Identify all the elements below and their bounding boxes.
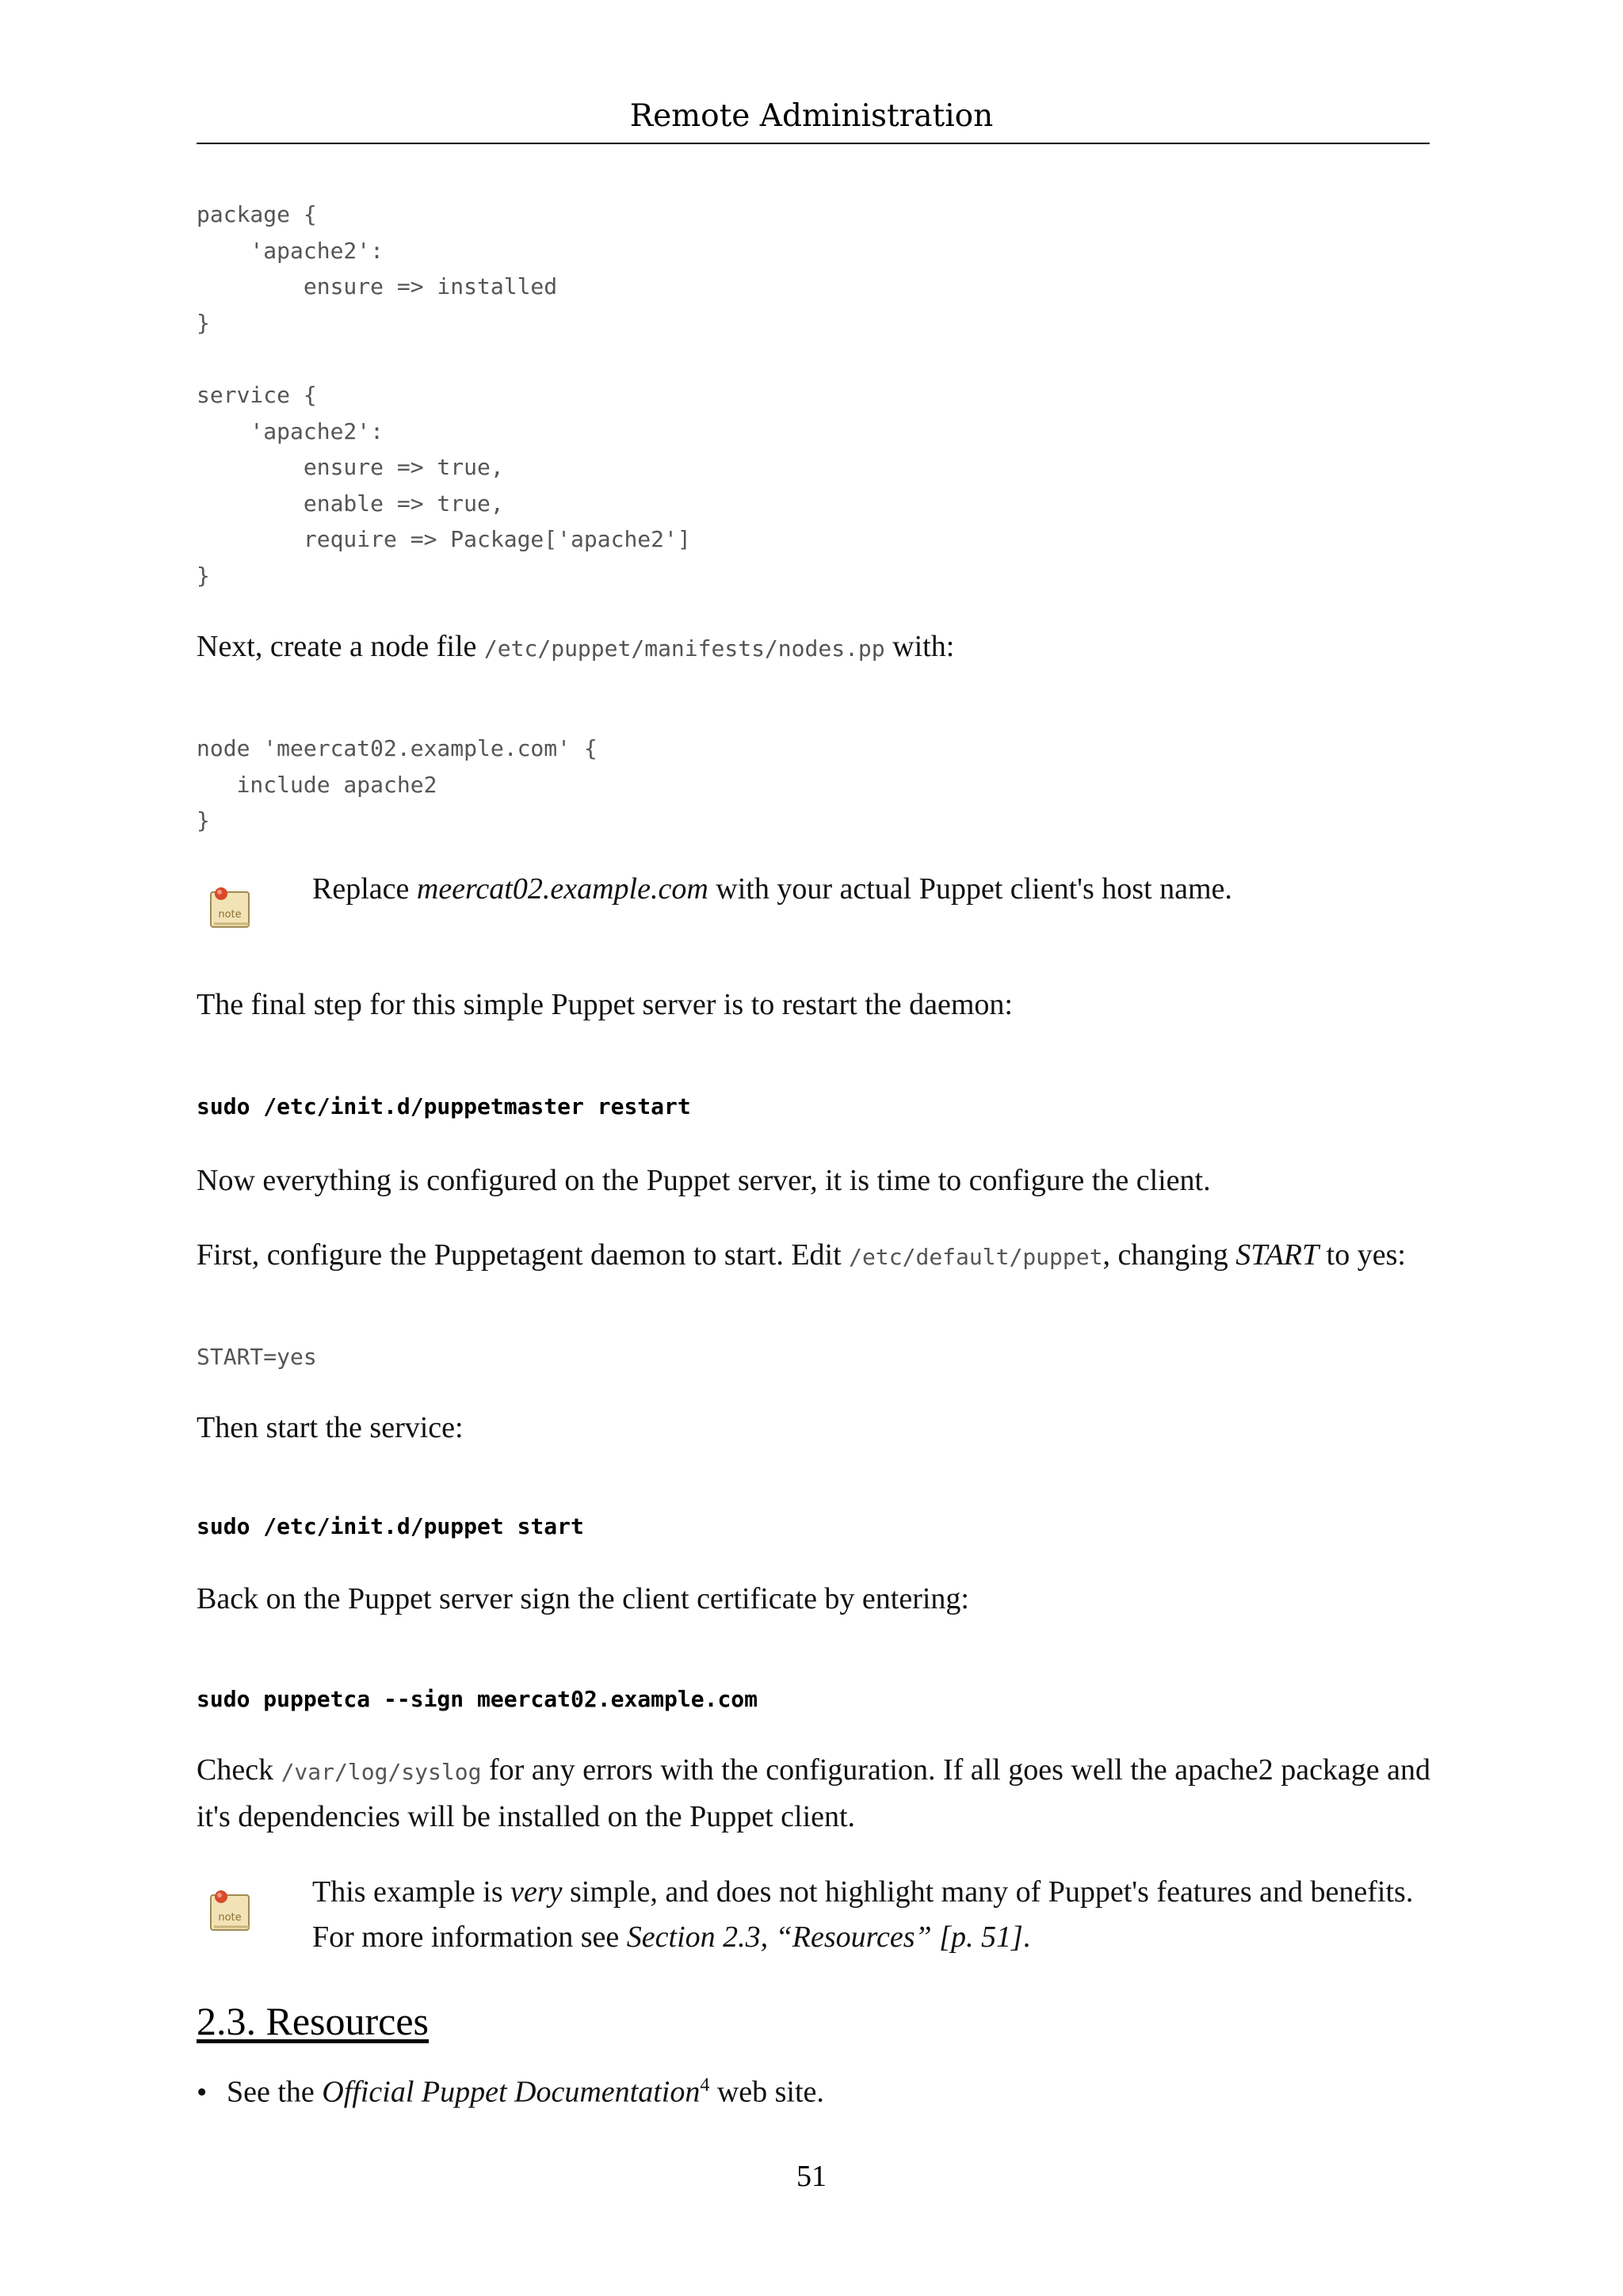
text: . — [1022, 1920, 1031, 1954]
text: with your actual Puppet client's host name. — [708, 872, 1232, 906]
section-cross-reference-link[interactable]: Section 2.3, “Resources” [p. 51] — [626, 1920, 1023, 1954]
paragraph-configured: Now everything is configured on the Puppet server, it is time to configure the client. — [197, 1164, 1211, 1197]
list-item-official-docs — [197, 2063, 1441, 2115]
page-number: 51 — [796, 2160, 827, 2193]
note-replace-hostname — [312, 867, 1445, 912]
paragraph-final-step: The final step for this simple Puppet server is to restart the daemon: — [197, 988, 1013, 1021]
command-start-puppet: sudo /etc/init.d/puppet start — [197, 1513, 584, 1539]
paragraph-then-start: Then start the service: — [197, 1411, 464, 1444]
emphasis: very — [510, 1875, 563, 1909]
file-path: /etc/default/puppet — [849, 1244, 1103, 1270]
note-icon — [204, 1886, 255, 1936]
file-path: /etc/puppet/manifests/nodes.pp — [483, 635, 885, 662]
text: with: — [884, 630, 955, 663]
command-sign-certificate: sudo puppetca --sign meercat02.example.com — [197, 1686, 758, 1712]
footnote-marker: 4 — [700, 2075, 710, 2096]
file-path: /var/log/syslog — [281, 1759, 482, 1785]
text: simple, and does not highlight many of Puppet's features and benefits. For more information see — [312, 1875, 1414, 1954]
text: , changing — [1102, 1238, 1236, 1272]
text: See the — [227, 2075, 323, 2109]
note-example-simple — [312, 1870, 1445, 1960]
paragraph-configure-agent — [197, 1233, 1441, 1280]
text: This example is — [312, 1875, 511, 1909]
text: Check — [197, 1753, 281, 1787]
running-header: Remote Administration — [629, 98, 994, 134]
command-restart-puppetmaster: sudo /etc/init.d/puppetmaster restart — [197, 1093, 691, 1119]
paragraph-check-syslog — [197, 1748, 1441, 1840]
paragraph-sign-intro: Back on the Puppet server sign the client certificate by entering: — [197, 1582, 969, 1615]
paragraph-node-file — [197, 624, 1441, 671]
note-icon-label: note — [218, 1912, 242, 1924]
variable-name: START — [1235, 1238, 1319, 1272]
host-name: meercat02.example.com — [416, 872, 708, 906]
code-block-nodes-manifest: node 'meercat02.example.com' { include apache2 } — [197, 735, 598, 834]
code-block-apache2-manifest: package { 'apache2': ensure => installed } service { 'apache2': ensure => true, enable => true, require => Package['apache2'] } — [197, 201, 691, 589]
note-icon — [204, 883, 255, 933]
header-divider — [197, 143, 1430, 144]
text: Next, create a node file — [197, 630, 484, 663]
section-heading-resources: 2.3. Resources — [197, 1999, 429, 2043]
text: to yes: — [1319, 1238, 1406, 1272]
text: First, configure the Puppetagent daemon to start. Edit — [197, 1238, 850, 1272]
note-icon-label: note — [218, 909, 242, 921]
bullet: • — [197, 2075, 208, 2109]
text: for any errors with the configuration. If all goes well the apache2 package and it's dependencies will be installed on the Puppet client. — [197, 1753, 1431, 1833]
official-documentation-link[interactable]: Official Puppet Documentation — [322, 2075, 701, 2109]
text: Replace — [312, 872, 417, 906]
code-start-setting: START=yes — [197, 1344, 317, 1370]
text: web site. — [709, 2075, 824, 2109]
